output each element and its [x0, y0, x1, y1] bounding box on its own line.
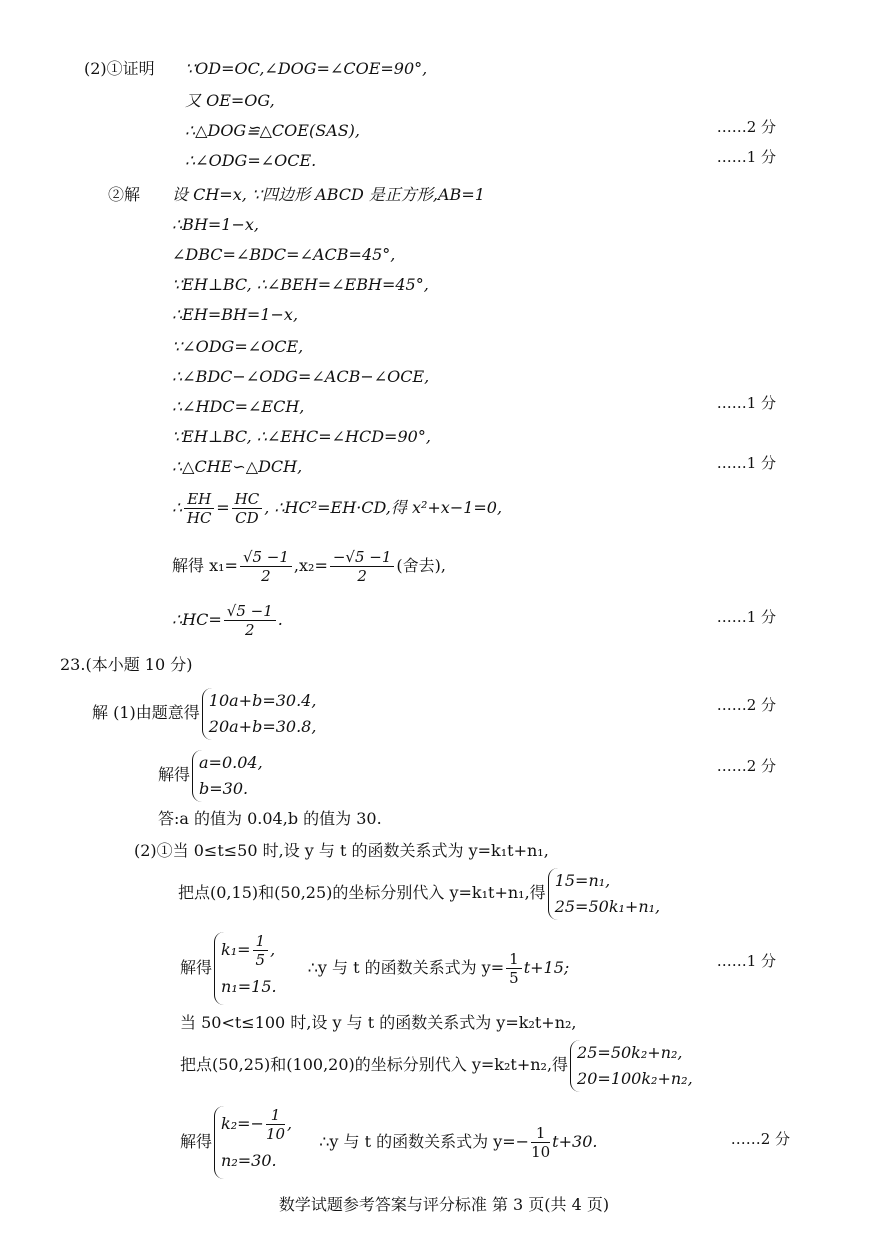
solve-line-6: ∵∠ODG=∠OCE,: [172, 337, 304, 356]
score-mark: ……1 分: [716, 148, 776, 166]
solve-line-10: ∴△CHE∽△DCH,: [172, 457, 303, 476]
q23-part2-line-1: (2)①当 0≤t≤50 时,设 y 与 t 的函数关系式为 y=k₁t+n₁,: [134, 841, 549, 860]
score-mark: ……1 分: [716, 454, 776, 472]
fraction: $\frac{-√5 -1}{2}$: [330, 548, 395, 585]
part2-label: (2)①证明: [84, 59, 155, 78]
proof-line-4: ∴∠ODG=∠OCE.: [185, 151, 317, 170]
solve-line-11: ∴ $\frac{EH}{HC}$ = $\frac{HC}{CD}$ , ∴HC²=EH·CD,得 x²+x−1=0,: [172, 490, 503, 527]
solve-line-9: ∵EH⊥BC, ∴∠EHC=∠HCD=90°,: [172, 427, 431, 446]
score-mark: ……1 分: [716, 394, 776, 412]
fraction: $\frac{EH}{HC}$: [184, 490, 214, 527]
fraction: $\frac{1}{5}$: [506, 950, 522, 987]
part2b-label: ②解: [108, 185, 141, 204]
solve-line-3: ∠DBC=∠BDC=∠ACB=45°,: [172, 245, 396, 264]
equation-system: 10a+b=30.4, 20a+b=30.8,: [202, 688, 317, 740]
q23-part2-solution-1: 解得 k₁= $\frac{1}{5}$ , n₁=15. ∴y 与 t 的函数关系式为 y= $\frac{1}{5}$ t+15;: [180, 930, 569, 1006]
fraction: $\frac{√5 -1}{2}$: [224, 602, 276, 639]
equation-system: a=0.04, b=30.: [192, 750, 263, 802]
score-mark: ……2 分: [716, 696, 776, 714]
q23-part1-answer: 答:a 的值为 0.04,b 的值为 30.: [158, 809, 382, 828]
score-mark: ……1 分: [716, 952, 776, 970]
solve-line-1: 设 CH=x, ∵四边形 ABCD 是正方形,AB=1: [172, 185, 485, 204]
solve-line-13: ∴HC= $\frac{√5 -1}{2}$ .: [172, 602, 283, 639]
solve-line-7: ∴∠BDC−∠ODG=∠ACB−∠OCE,: [172, 367, 430, 386]
score-mark: ……2 分: [716, 757, 776, 775]
equation-system: k₁= $\frac{1}{5}$ , n₁=15.: [214, 932, 277, 1005]
q23-part1-solution: 解得 a=0.04, b=30.: [158, 746, 263, 804]
q23-part1: 解 (1)由题意得 10a+b=30.4, 20a+b=30.8,: [92, 684, 316, 742]
solve-line-8: ∴∠HDC=∠ECH,: [172, 397, 305, 416]
equation-system: 25=50k₂+n₂, 20=100k₂+n₂,: [570, 1040, 693, 1092]
q23-part2-line-4: 把点(50,25)和(100,20)的坐标分别代入 y=k₂t+n₂,得 25=50k₂+n₂, 20=100k₂+n₂,: [180, 1036, 693, 1094]
proof-line-1: ∵OD=OC,∠DOG=∠COE=90°,: [185, 59, 428, 78]
equation-system: k₂=− $\frac{1}{10}$ , n₂=30.: [214, 1106, 292, 1179]
q23-part2-line-3: 当 50<t≤100 时,设 y 与 t 的函数关系式为 y=k₂t+n₂,: [180, 1013, 577, 1032]
q23-part2-line-2: 把点(0,15)和(50,25)的坐标分别代入 y=k₁t+n₁,得 15=n₁, 25=50k₁+n₁,: [178, 864, 660, 922]
q23-part2-solution-2: 解得 k₂=− $\frac{1}{10}$ , n₂=30. ∴y 与 t 的函数关系式为 y=− $\frac{1}{10}$ t+30.: [180, 1104, 597, 1180]
proof-line-2: 又 OE=OG,: [185, 91, 275, 110]
score-mark: ……1 分: [716, 608, 776, 626]
fraction: $\frac{√5 -1}{2}$: [240, 548, 292, 585]
solve-line-4: ∵EH⊥BC, ∴∠BEH=∠EBH=45°,: [172, 275, 429, 294]
equation-system: 15=n₁, 25=50k₁+n₁,: [548, 868, 660, 920]
question-23-heading: 23.(本小题 10 分): [60, 655, 193, 674]
fraction: $\frac{1}{10}$: [531, 1124, 551, 1161]
score-mark: ……2 分: [716, 118, 776, 136]
page-footer: 数学试题参考答案与评分标准 第 3 页(共 4 页): [278, 1195, 610, 1214]
proof-line-3: ∴△DOG≌△COE(SAS),: [185, 121, 361, 140]
solve-line-12: 解得 x₁= $\frac{√5 -1}{2}$ ,x₂= $\frac{-√5 -1}{2}$ (舍去),: [172, 548, 446, 585]
fraction: $\frac{HC}{CD}$: [232, 490, 263, 527]
score-mark: ……2 分: [730, 1130, 790, 1148]
solve-line-5: ∴EH=BH=1−x,: [172, 305, 299, 324]
solve-line-2: ∴BH=1−x,: [172, 215, 259, 234]
